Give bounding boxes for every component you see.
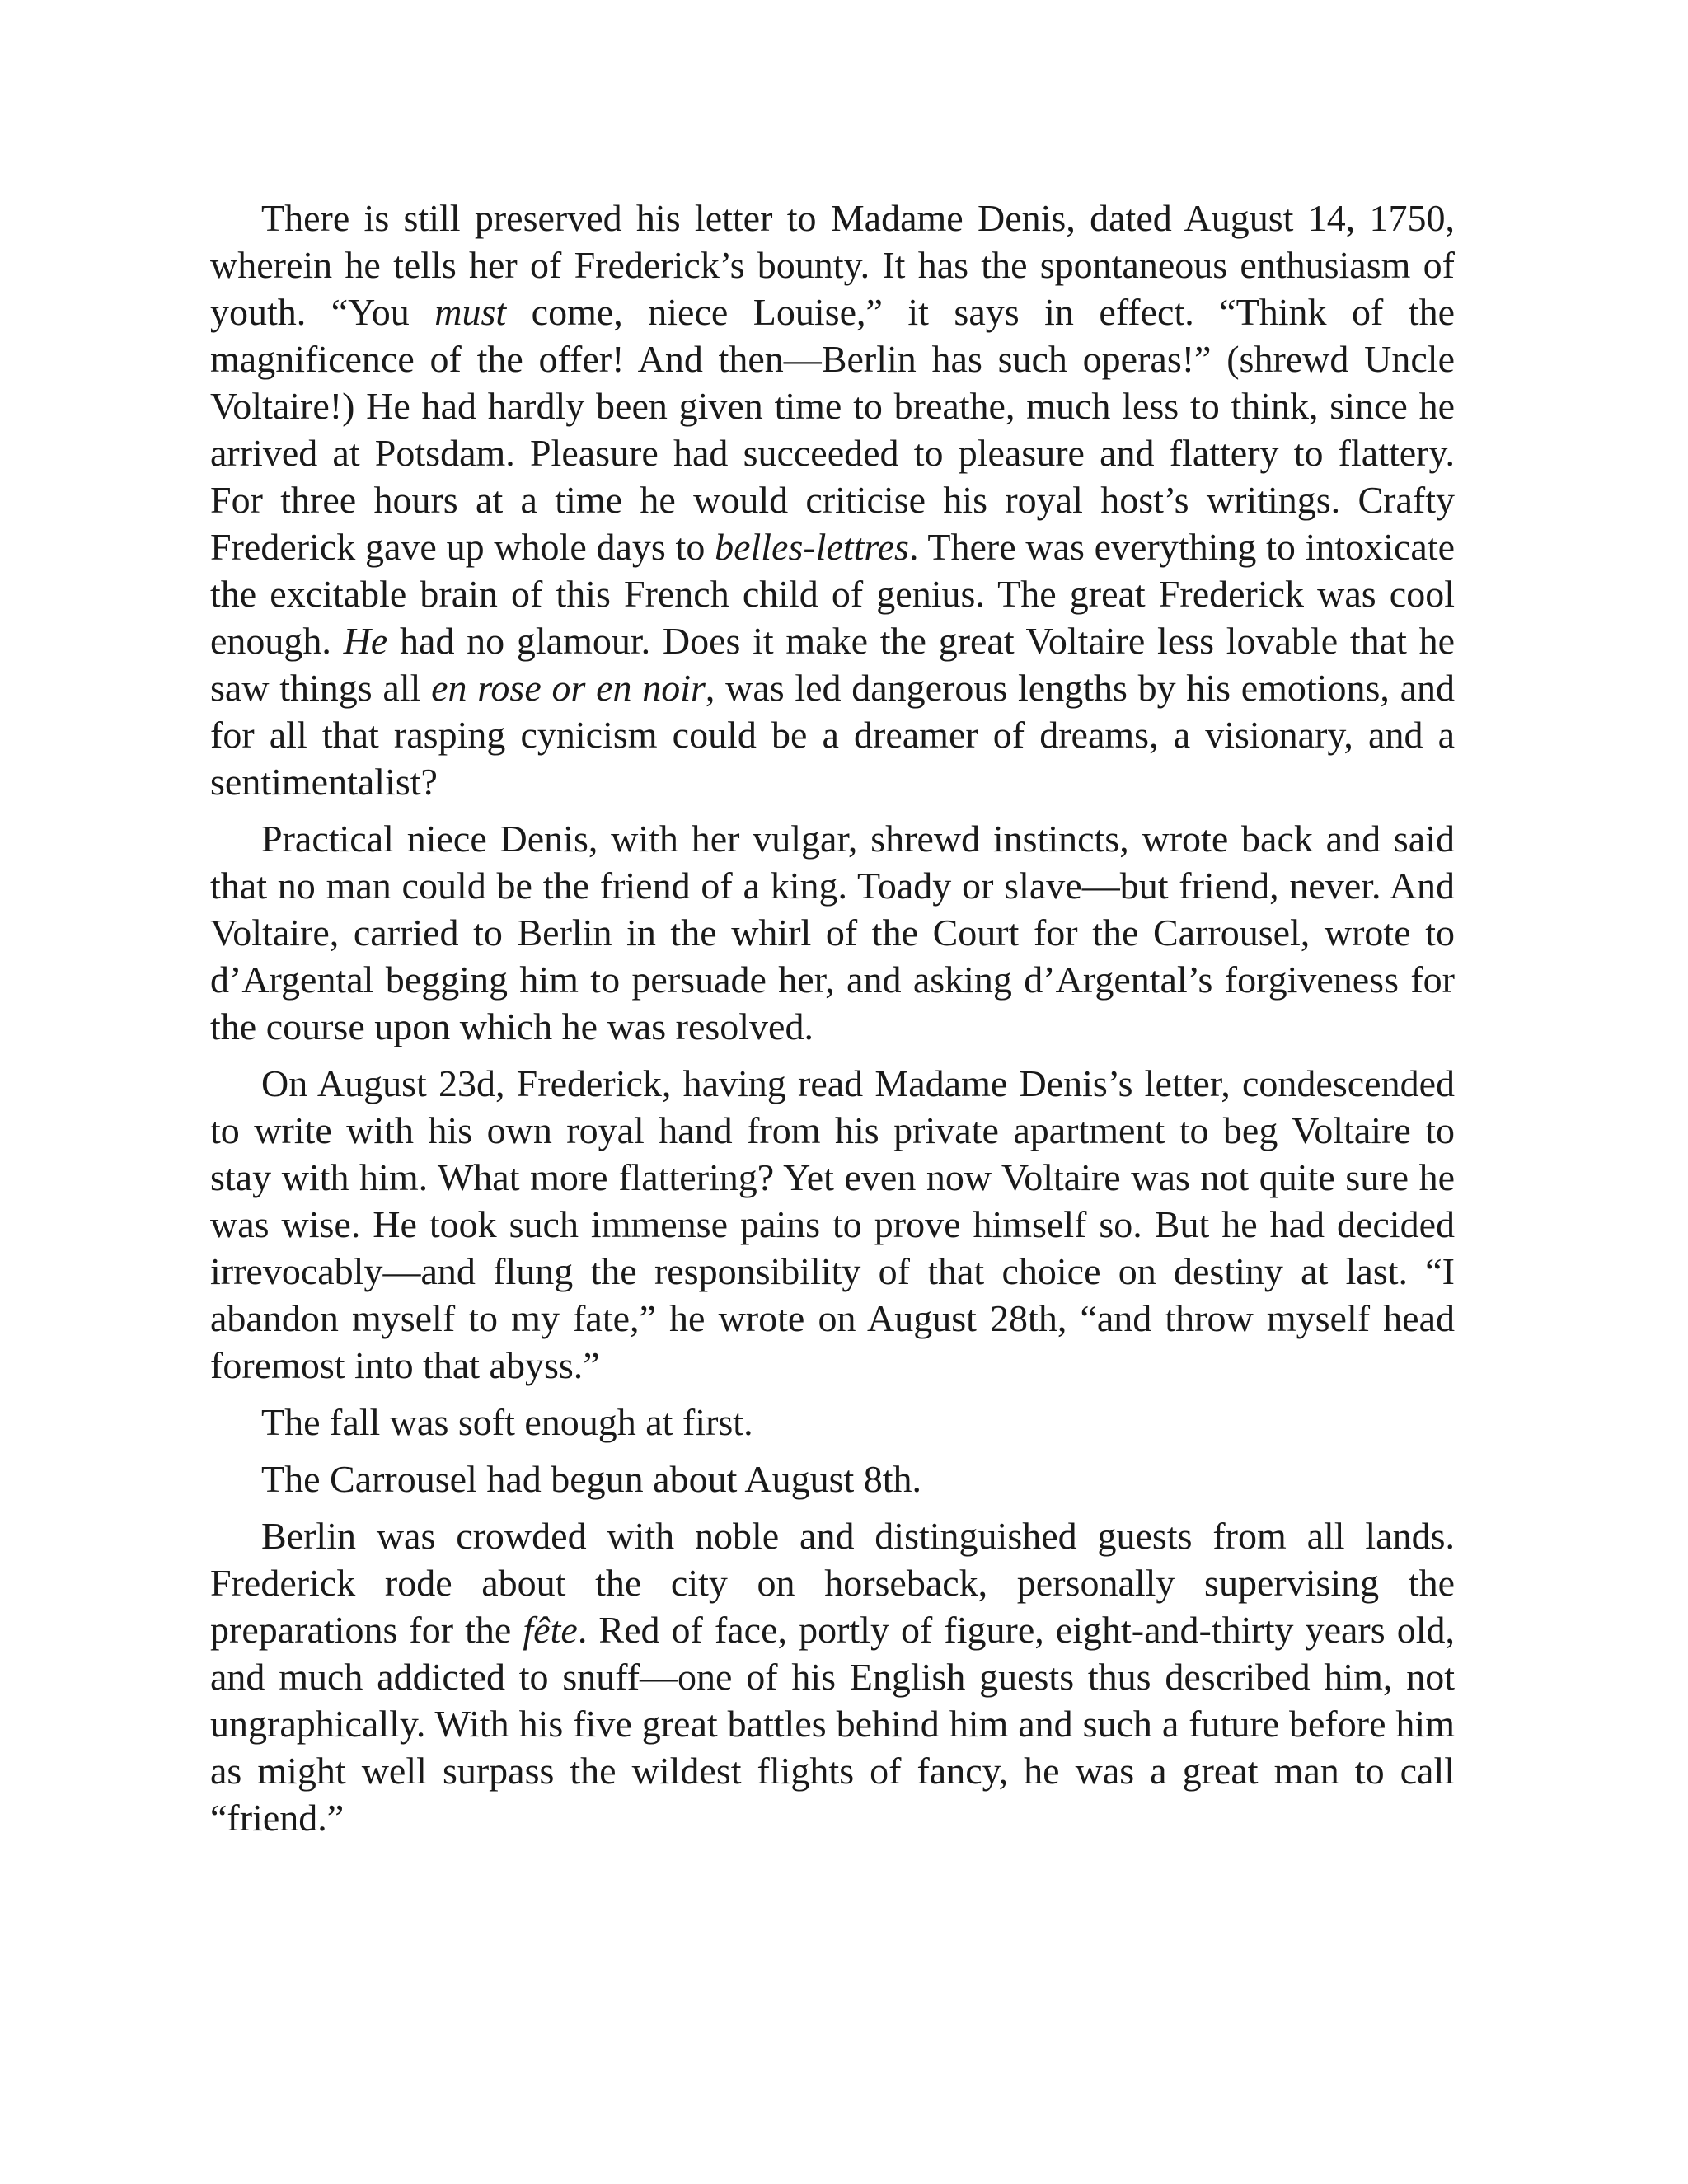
text-run: The Carrousel had begun about August 8th. — [261, 1458, 922, 1500]
italic-run: belles-lettres — [715, 526, 909, 568]
text-run: On August 23d, Frederick, having read Madame Denis’s letter, condescended to write with his own royal hand from his private apartment to beg Voltaire to stay with him. What more flattering? Yet even now Voltaire was not quite sure he was wise. He took such immense pains to prove himself so. But he had decided irrevocably—and flung the responsibility of that choice on destiny at last. “I abandon myself to my fate,” he wrote on August 28th, “and throw myself head foremost into that abyss.” — [210, 1062, 1455, 1386]
paragraph-4 — [210, 1399, 1455, 1446]
text-run: . There was everything to intoxicate the excitable brain of this French child of genius. The great Frederick was cool enough. — [210, 526, 1455, 662]
text-run: There is still preserved his letter to Madame Denis, dated August 14, 1750, wherein he tells her of Frederick’s bounty. It has the spontaneous enthusiasm of youth. “You — [210, 197, 1455, 333]
paragraph-1 — [210, 194, 1455, 805]
text-run: had no glamour. Does it make the great Voltaire less lovable that he saw things all — [210, 620, 1456, 709]
text-run: . Red of face, portly of figure, eight-and-thirty years old, and much addicted to snuff—one of his English guests thus described him, not ungraphically. With his five great battles behind him and such a future before him as might well surpass the wildest flights of fancy, he was a great man to call “friend.” — [210, 1609, 1455, 1839]
paragraph-3 — [210, 1060, 1455, 1389]
text-run: Practical niece Denis, with her vulgar, shrewd instincts, wrote back and said that no man could be the friend of a king. Toady or slave—but friend, never. And Voltaire, carried to Berlin in the whirl of the Court for the Carrousel, wrote to d’Argental begging him to persuade her, and asking d’Argental’s forgiveness for the course upon which he was resolved. — [210, 818, 1455, 1047]
italic-run: must — [434, 291, 507, 333]
italic-run: He — [343, 620, 388, 662]
paragraph-5 — [210, 1455, 1455, 1502]
body-text — [210, 194, 1455, 1851]
italic-run: en rose or en noir — [431, 667, 706, 709]
text-run: Berlin was crowded with noble and distinguished guests from all lands. Frederick rode about the city on horseback, personally supervising the preparations for the — [210, 1515, 1455, 1651]
text-run: The fall was soft enough at first. — [261, 1401, 753, 1443]
text-run: come, niece Louise,” it says in effect. “Think of the magnificence of the offer! And then—Berlin has such operas!” (shrewd Uncle Voltaire!) He had hardly been given time to breathe, much less to think, since he arrived at Potsdam. Pleasure had succeeded to pleasure and flattery to flattery. For three hours at a time he would criticise his royal host’s writings. Crafty Frederick gave up whole days to — [210, 291, 1455, 568]
italic-run: fête — [523, 1609, 578, 1651]
text-run: , was led dangerous lengths by his emotions, and for all that rasping cynicism could be a dreamer of dreams, a visionary, and a sentimentalist? — [210, 667, 1455, 803]
paragraph-2 — [210, 815, 1455, 1050]
paragraph-6 — [210, 1512, 1455, 1841]
